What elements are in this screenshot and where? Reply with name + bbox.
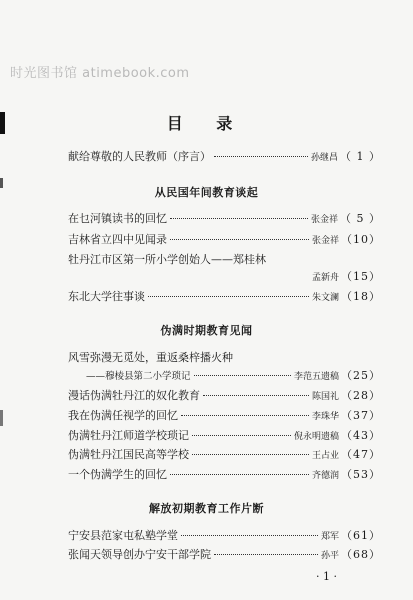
entry-title: 宁安县范家屯私塾学堂 bbox=[68, 529, 178, 542]
entry-title: 牡丹江市区第一所小学创始人——郑桂林 bbox=[68, 253, 266, 266]
toc-entry-preface bbox=[68, 148, 381, 164]
entry-page: （ 1 ） bbox=[340, 150, 381, 163]
toc-entry bbox=[68, 288, 381, 304]
toc-entry bbox=[68, 427, 381, 443]
entry-author: 王占业 bbox=[311, 451, 339, 461]
toc-entry bbox=[68, 210, 381, 226]
entry-author: 孙继昌 bbox=[310, 153, 338, 163]
entry-title: 东北大学往事谈 bbox=[68, 290, 145, 303]
entry-title: 吉林省立四中见闻录 bbox=[68, 233, 167, 246]
entry-page: （68） bbox=[341, 548, 381, 561]
entry-page: （37） bbox=[341, 409, 381, 422]
entry-page: （61） bbox=[341, 529, 381, 542]
dot-leader bbox=[214, 554, 318, 555]
toc-entry bbox=[68, 231, 381, 247]
toc-entry bbox=[68, 466, 381, 482]
page-number: · 1 · bbox=[316, 570, 337, 583]
entry-title: 伪满牡丹江师道学校琐记 bbox=[68, 429, 189, 442]
dot-leader bbox=[170, 239, 309, 240]
entry-title: 张闻天领导创办宁安干部学院 bbox=[68, 548, 211, 561]
toc-entry bbox=[68, 527, 381, 543]
watermark: 时光图书馆 atimebook.com bbox=[10, 66, 190, 81]
toc-entry bbox=[68, 446, 381, 462]
scan-edge-mark bbox=[0, 410, 3, 426]
toc-entry bbox=[68, 387, 381, 403]
entry-page: （47） bbox=[341, 448, 381, 461]
entry-author: 李范五遗稿 bbox=[293, 372, 339, 382]
dot-leader bbox=[148, 296, 309, 297]
entry-page: （43） bbox=[341, 429, 381, 442]
entry-author: 孟新舟 bbox=[311, 273, 339, 283]
dot-leader bbox=[170, 474, 309, 475]
entry-page: （15） bbox=[341, 270, 381, 283]
entry-page: （25） bbox=[341, 369, 381, 382]
entry-page: （28） bbox=[341, 389, 381, 402]
dot-leader bbox=[181, 535, 318, 536]
toc-entry bbox=[68, 407, 381, 423]
entry-page: （10） bbox=[341, 233, 381, 246]
dot-leader bbox=[203, 395, 309, 396]
entry-title: 一个伪满学生的回忆 bbox=[68, 468, 167, 481]
entry-author: 倪永明遗稿 bbox=[293, 432, 339, 442]
dot-leader bbox=[170, 218, 308, 219]
entry-author: 齐德润 bbox=[311, 471, 339, 481]
section-heading: 伪满时期教育见闻 bbox=[160, 324, 253, 337]
entry-author: 张金祥 bbox=[311, 236, 339, 246]
entry-author: 陈国礼 bbox=[311, 392, 339, 402]
toc-entry bbox=[68, 546, 381, 562]
dot-leader bbox=[194, 375, 291, 376]
dot-leader bbox=[192, 454, 309, 455]
entry-author: 张金祥 bbox=[310, 215, 338, 225]
dot-leader bbox=[214, 156, 308, 157]
toc-entry-continuation bbox=[68, 268, 381, 284]
entry-author: 郑军 bbox=[320, 532, 339, 542]
toc-entry-subtitle bbox=[86, 367, 381, 383]
entry-author: 朱文澜 bbox=[311, 293, 339, 303]
entry-page: （18） bbox=[341, 290, 381, 303]
entry-subtitle: ——穆棱县第二小学琐记 bbox=[86, 371, 191, 382]
dot-leader bbox=[192, 435, 291, 436]
entry-title: 漫话伪满牡丹江的奴化教育 bbox=[68, 389, 200, 402]
entry-title: 风雪弥漫无觅处，重返桑梓播火种 bbox=[68, 351, 233, 364]
entry-title: 在乜河镇读书的回忆 bbox=[68, 212, 167, 225]
entry-title: 伪满牡丹江国民高等学校 bbox=[68, 448, 189, 461]
entry-title: 我在伪满任视学的回忆 bbox=[68, 409, 178, 422]
entry-author: 李珠华 bbox=[311, 412, 339, 422]
section-heading: 解放初期教育工作片断 bbox=[149, 502, 264, 515]
entry-page: （ 5 ） bbox=[340, 212, 381, 225]
entry-author: 孙平 bbox=[320, 551, 339, 561]
section-heading: 从民国年间教育谈起 bbox=[154, 186, 259, 199]
dot-leader bbox=[181, 415, 309, 416]
entry-title: 献给尊敬的人民教师（序言） bbox=[68, 150, 211, 163]
page-title: 目 录 bbox=[166, 114, 247, 133]
entry-page: （53） bbox=[341, 468, 381, 481]
